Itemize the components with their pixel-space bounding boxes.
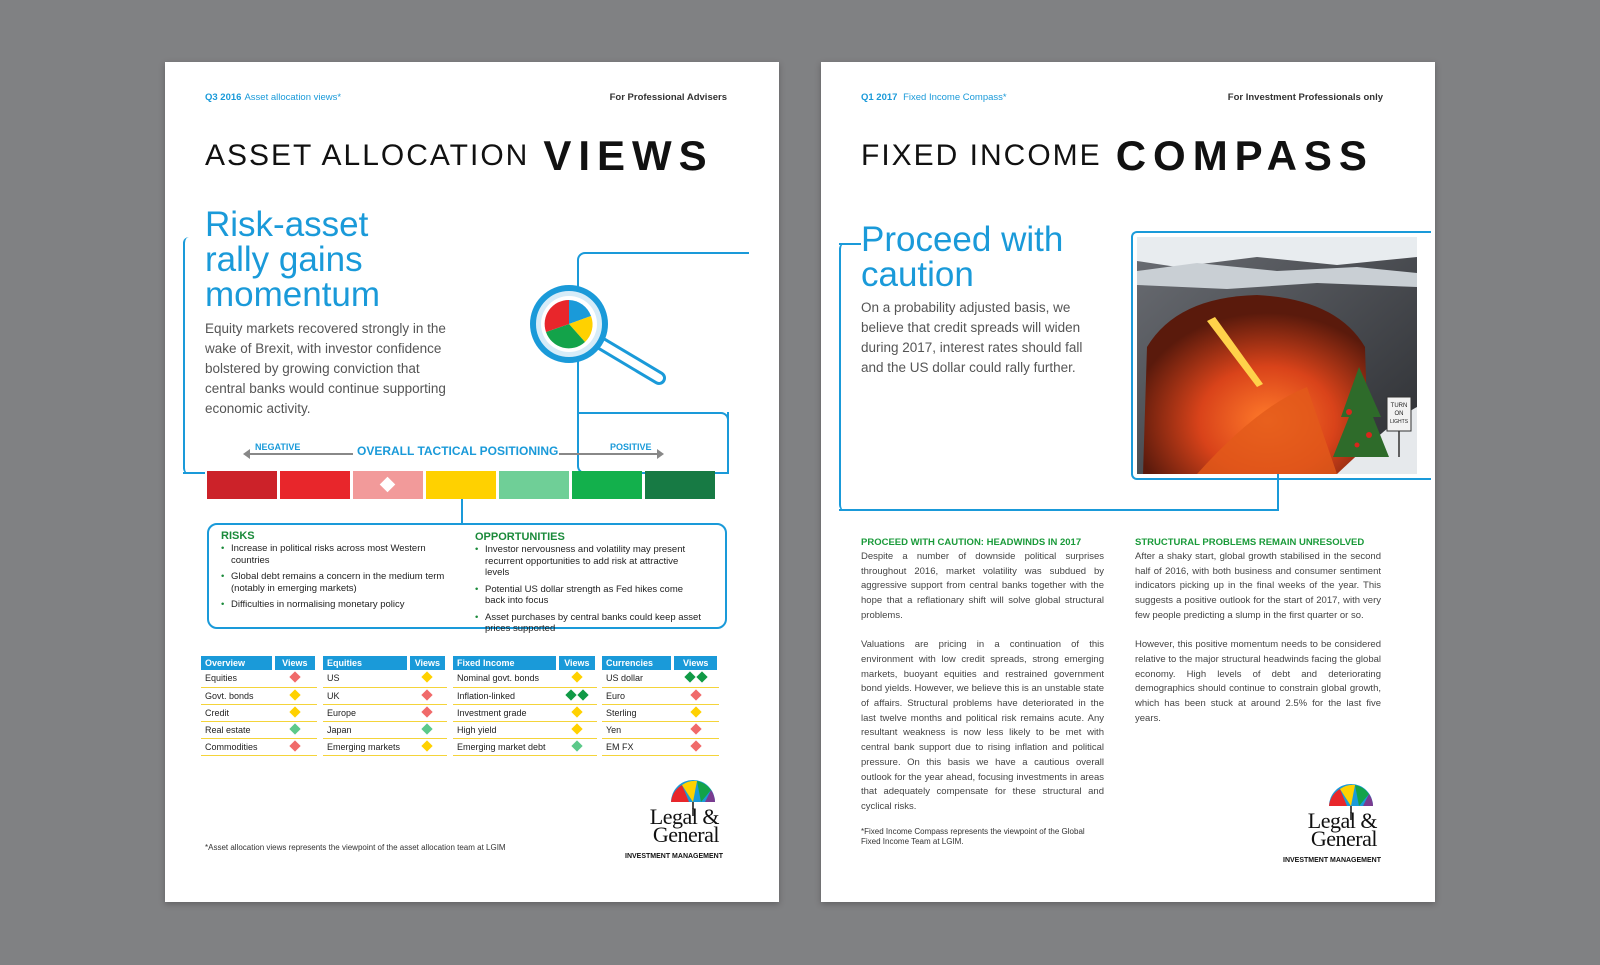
view-cell (273, 670, 316, 687)
view-diamond-icon (289, 740, 300, 751)
page-title: ASSET ALLOCATION VIEWS (205, 132, 714, 179)
list-item: • Asset purchases by central banks could keep asset prices supported (473, 612, 705, 635)
view-cell (557, 721, 596, 738)
equities-table (323, 656, 448, 756)
asset-name: Emerging markets (323, 738, 408, 755)
view-cell (408, 704, 446, 721)
footnote: *Asset allocation views represents the viewpoint of the asset allocation team at LGIM (205, 843, 506, 852)
section-heading: STRUCTURAL PROBLEMS REMAIN UNRESOLVED (1135, 537, 1365, 548)
fixed-income-compass-page (821, 62, 1435, 902)
table-row (201, 704, 317, 721)
view-cell (273, 721, 316, 738)
asset-name: Yen (602, 721, 673, 738)
view-diamond-icon (565, 689, 576, 700)
table-row (323, 687, 447, 704)
view-cell (673, 738, 719, 755)
table-row (323, 670, 447, 687)
view-diamond-icon (690, 706, 701, 717)
negative-arrow (247, 453, 353, 455)
table-row (602, 687, 719, 704)
view-diamond-icon (422, 723, 433, 734)
view-cell (673, 687, 719, 704)
view-diamond-icon (690, 740, 701, 751)
bar-frame-right (577, 412, 729, 474)
view-cell (673, 670, 719, 687)
tactical-positioning-title: OVERALL TACTICAL POSITIONING (357, 444, 559, 458)
view-diamond-icon (571, 723, 582, 734)
views-header: Views (408, 656, 446, 670)
view-diamond-icon (690, 689, 701, 700)
asset-name: Inflation-linked (453, 687, 557, 704)
asset-name: Nominal govt. bonds (453, 670, 557, 687)
table-row (201, 687, 317, 704)
scale-segment (499, 471, 569, 499)
table-header: Currencies (602, 656, 673, 670)
asset-name: US dollar (602, 670, 673, 687)
logo-wordmark: Legal & General (649, 804, 719, 847)
scale-segment (207, 471, 277, 499)
asset-name: UK (323, 687, 408, 704)
section-heading: PROCEED WITH CAUTION: HEADWINDS IN 2017 (861, 537, 1082, 548)
view-diamond-icon (571, 740, 582, 751)
tunnel-photo (1137, 237, 1417, 474)
list-item: • Difficulties in normalising monetary policy (219, 599, 451, 611)
view-diamond-icon (289, 706, 300, 717)
body-column-1: Despite a number of downside political surprises throughout 2016, market volatility was subdued by aggressive support from central banks together with the hope that a reflationary shift will solve global structural problems. Valuations are pricing in a continuation of this environment with low credit spreads, strong emerging markets, buoyant equities and restrained government bond yields. However, we believe this is an unstable state of affairs. Structural problems have deteriorated in the last twelve months and political risk remains acute. Any resultant weakness is now less likely to be met with central bank support due to rising inflation and political pressure. On this basis we have a cautious overall outlook for the year ahead, focusing investments in areas that adequately compensate for these structural and cyclical risks. (861, 551, 1104, 812)
asset-name: Govt. bonds (201, 687, 273, 704)
page-header-label: Q3 2016 Asset allocation views* (205, 92, 342, 103)
view-cell (408, 738, 446, 755)
table-row (201, 738, 317, 755)
list-item: • Increase in political risks across most Western countries (219, 543, 451, 566)
logo-subtitle: INVESTMENT MANAGEMENT (1283, 857, 1381, 864)
view-cell (408, 670, 446, 687)
table-row (602, 721, 719, 738)
bar-frame-right-drop (727, 412, 729, 474)
audience-label: For Professional Advisers (609, 92, 727, 103)
sign-text-line-1: TURN (1390, 403, 1408, 409)
view-cell (408, 721, 446, 738)
views-header: Views (557, 656, 596, 670)
view-diamond-icon (571, 706, 582, 717)
view-diamond-icon (289, 689, 300, 700)
asset-name: Emerging market debt (453, 738, 557, 755)
asset-name: Commodities (201, 738, 273, 755)
table-row (602, 670, 719, 687)
view-cell (273, 738, 316, 755)
asset-name: Euro (602, 687, 673, 704)
negative-label: NEGATIVE (255, 442, 301, 452)
table-row (602, 704, 719, 721)
position-marker-icon (380, 477, 396, 493)
table-row (323, 704, 447, 721)
table-row (323, 721, 447, 738)
view-diamond-icon (690, 723, 701, 734)
table-header: Overview (201, 656, 273, 670)
view-cell (273, 704, 316, 721)
view-diamond-icon (696, 672, 707, 683)
legal-general-logo (1271, 784, 1381, 864)
asset-allocation-views-page (165, 62, 779, 902)
headline: Proceed with caution (861, 220, 1064, 294)
view-cell (273, 687, 316, 704)
page-header-label: Q1 2017 Fixed Income Compass* (861, 92, 1007, 103)
overview-table (201, 656, 318, 756)
scale-segment (572, 471, 642, 499)
table-row (453, 738, 597, 755)
asset-name: US (323, 670, 408, 687)
asset-name: High yield (453, 721, 557, 738)
logo-wordmark: Legal & General (1307, 808, 1377, 851)
scale-segment (645, 471, 715, 499)
risks-opportunities-box (207, 523, 727, 634)
view-diamond-icon (422, 740, 433, 751)
positive-arrow (559, 453, 659, 455)
view-diamond-icon (289, 723, 300, 734)
table-row (453, 687, 597, 704)
view-diamond-icon (289, 672, 300, 683)
opportunities-list (473, 544, 705, 640)
positive-arrowhead-icon (657, 449, 664, 459)
positive-label: POSITIVE (610, 442, 652, 452)
opportunities-heading: OPPORTUNITIES (475, 531, 565, 543)
table-row (453, 704, 597, 721)
scale-segment (280, 471, 350, 499)
magnifier-pie-icon (527, 282, 677, 392)
table-row (201, 670, 317, 687)
currencies-table (602, 656, 720, 756)
views-header: Views (673, 656, 719, 670)
view-cell (557, 704, 596, 721)
list-item: • Investor nervousness and volatility may present recurrent opportunities to add risk at attractive levels (473, 544, 705, 579)
table-row (453, 721, 597, 738)
table-row (453, 670, 597, 687)
audience-label: For Investment Professionals only (1227, 92, 1383, 103)
view-cell (557, 670, 596, 687)
asset-name: Sterling (602, 704, 673, 721)
logo-subtitle: INVESTMENT MANAGEMENT (625, 853, 723, 860)
asset-name: Credit (201, 704, 273, 721)
view-cell (673, 704, 719, 721)
negative-arrowhead-icon (243, 449, 250, 459)
views-header: Views (273, 656, 316, 670)
asset-name: Investment grade (453, 704, 557, 721)
fixed-income-table (453, 656, 598, 756)
scale-segment (426, 471, 496, 499)
table-row (323, 738, 447, 755)
view-diamond-icon (422, 672, 433, 683)
body-column-2: After a shaky start, global growth stabilised in the second half of 2016, with both business and consumer sentiment indicators picking up in the final weeks of the year. This suggests a positive outlook for the start of 2017, with very few people predicting a slump in the first quarter or so. However, this positive momentum needs to be considered relative to the major structural headwinds facing the global economy. High levels of debt and deteriorating demographics should continue to constrain global growth, which has been stuck at around 2.5% for the last five years. (1135, 551, 1381, 724)
asset-name: Europe (323, 704, 408, 721)
asset-name: Equities (201, 670, 273, 687)
scale-segment (353, 471, 423, 499)
view-diamond-icon (684, 672, 695, 683)
asset-name: EM FX (602, 738, 673, 755)
view-cell (673, 721, 719, 738)
asset-name: Japan (323, 721, 408, 738)
legal-general-logo (613, 780, 723, 860)
table-header: Fixed Income (453, 656, 557, 670)
table-row (602, 738, 719, 755)
sign-text-line-2: ON (1394, 411, 1404, 417)
page-title: FIXED INCOME COMPASS (861, 132, 1374, 179)
risks-list (219, 543, 451, 616)
intro-text: Equity markets recovered strongly in the wake of Brexit, with investor confidence bolstered by growing conviction that central banks would continue supporting economic activity. (205, 321, 446, 416)
intro-text: On a probability adjusted basis, we believe that credit spreads will widen during 2017, interest rates should fall and the US dollar could rally further. (861, 300, 1083, 375)
headline-frame-top (839, 243, 861, 245)
table-header: Equities (323, 656, 408, 670)
sign-text-line-3: LIGHTS (1389, 419, 1409, 425)
risks-heading: RISKS (221, 530, 255, 542)
view-cell (408, 687, 446, 704)
headline-frame-bottom (839, 509, 1279, 511)
view-diamond-icon (422, 689, 433, 700)
footnote: *Fixed Income Compass represents the viewpoint of the Global Fixed Income Team at LGIM. (861, 827, 1085, 846)
view-cell (557, 738, 596, 755)
table-row (201, 721, 317, 738)
list-item: • Global debt remains a concern in the medium term (notably in emerging markets) (219, 571, 451, 594)
view-diamond-icon (422, 706, 433, 717)
headline: Risk-asset rally gains momentum (205, 205, 381, 314)
scale-connector (461, 499, 463, 523)
list-item: • Potential US dollar strength as Fed hikes come back into focus (473, 584, 705, 607)
view-cell (557, 687, 596, 704)
view-diamond-icon (571, 672, 582, 683)
headline-frame-bottom (183, 472, 205, 474)
asset-name: Real estate (201, 721, 273, 738)
view-diamond-icon (577, 689, 588, 700)
